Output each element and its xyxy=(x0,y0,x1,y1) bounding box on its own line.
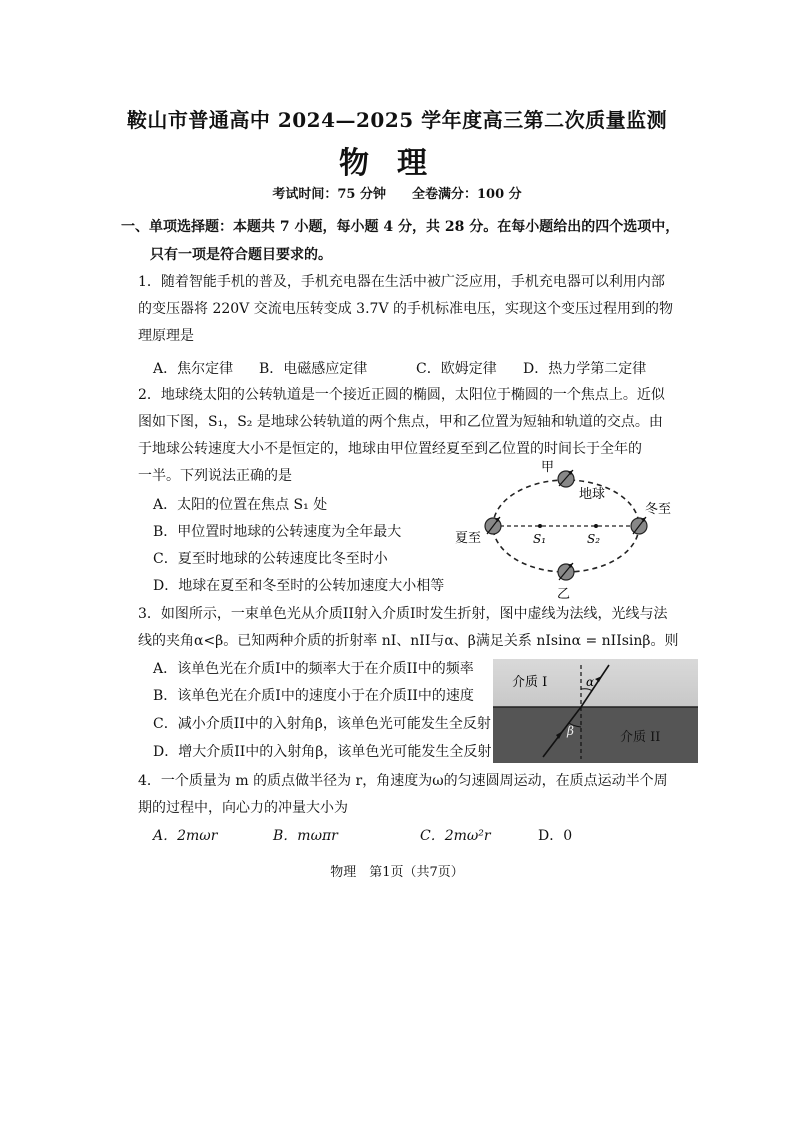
label-alpha: α xyxy=(586,675,595,689)
q4-option-b: B．mωπr xyxy=(273,828,338,844)
medium-2-region xyxy=(493,707,698,763)
label-s2: S₂ xyxy=(587,532,601,546)
q3-option-b: B．该单色光在介质I中的速度小于在介质II中的速度 xyxy=(153,688,474,704)
page-footer: 物理 第1页（共7页） xyxy=(330,865,464,880)
exam-info: 考试时间：75 分钟 全卷满分：100 分 xyxy=(272,187,522,202)
q1-option-c: C．欧姆定律 xyxy=(416,361,497,377)
section-heading-cont: 只有一项是符合题目要求的。 xyxy=(150,247,332,263)
q2-line: 2．地球绕太阳的公转轨道是一个接近正圆的椭圆，太阳位于椭圆的一个焦点上。近似 xyxy=(138,387,665,403)
label-summer: 夏至 xyxy=(455,531,482,546)
label-yi: 乙 xyxy=(557,587,571,602)
earth-jia-icon xyxy=(558,470,574,487)
focus-s2 xyxy=(594,524,598,528)
q2-line: 于地球公转速度大小不是恒定的，地球由甲位置经夏至到乙位置的时间长于全年的 xyxy=(138,441,642,457)
q2-line: 图如下图，S₁，S₂ 是地球公转轨道的两个焦点，甲和乙位置为短轴和轨道的交点。由 xyxy=(138,414,663,430)
q1-line: 的变压器将 220V 交流电压转变成 3.7V 的手机标准电压，实现这个变压过程用到的物 xyxy=(138,301,674,317)
q3-line: 3．如图所示，一束单色光从介质II射入介质I时发生折射，图中虚线为法线，光线与法 xyxy=(138,606,668,622)
q4-line: 期的过程中，向心力的冲量大小为 xyxy=(138,800,348,816)
q2-option-c: C．夏至时地球的公转速度比冬至时小 xyxy=(153,551,388,567)
q3-option-a: A．该单色光在介质I中的频率大于在介质II中的频率 xyxy=(153,661,474,677)
q4-option-d: D．0 xyxy=(538,828,573,844)
label-beta: β xyxy=(567,724,574,738)
orbit-diagram xyxy=(455,458,700,603)
subject-title: 物理 xyxy=(339,146,455,181)
q2-option-a: A．太阳的位置在焦点 S₁ 处 xyxy=(153,497,328,513)
q3-line: 线的夹角α<β。已知两种介质的折射率 nI、nII与α、β满足关系 nIsinα = nIIsinβ。则 xyxy=(138,633,679,649)
label-jia: 甲 xyxy=(541,460,555,475)
q3-option-c: C．减小介质II中的入射角β，该单色光可能发生全反射 xyxy=(153,716,491,732)
label-medium-2: 介质 II xyxy=(620,730,661,745)
q4-option-c: C．2mω²r xyxy=(420,828,491,844)
earth-winter-icon xyxy=(631,517,647,534)
q4-option-a: A．2mωr xyxy=(153,828,218,844)
label-winter: 冬至 xyxy=(645,502,672,517)
q4-line: 4．一个质量为 m 的质点做半径为 r，角速度为ω的匀速圆周运动，在质点运动半个周 xyxy=(138,773,668,789)
q2-option-d: D．地球在夏至和冬至时的公转加速度大小相等 xyxy=(153,578,445,594)
earth-summer-icon xyxy=(485,517,501,534)
earth-yi-icon xyxy=(558,563,574,580)
focus-s1 xyxy=(538,524,542,528)
label-medium-1: 介质 I xyxy=(512,675,548,690)
q1-line: 理原理是 xyxy=(138,328,194,344)
label-s1: S₁ xyxy=(533,532,547,546)
q1-option-d: D．热力学第二定律 xyxy=(523,361,647,377)
q2-line: 一半。下列说法正确的是 xyxy=(138,468,292,484)
section-heading: 一、单项选择题：本题共 7 小题，每小题 4 分，共 28 分。在每小题给出的四个选项中， xyxy=(121,219,680,235)
exam-title: 鞍山市普通高中 2024—2025 学年度高三第二次质量监测 xyxy=(126,108,668,132)
q1-option-a: A．焦尔定律 xyxy=(153,361,234,377)
q1-option-b: B．电磁感应定律 xyxy=(259,361,368,377)
refraction-diagram xyxy=(493,659,698,763)
q1-line: 1．随着智能手机的普及，手机充电器在生活中被广泛应用，手机充电器可以利用内部 xyxy=(138,274,665,290)
q3-option-d: D．增大介质II中的入射角β，该单色光可能发生全反射 xyxy=(153,744,492,760)
label-earth: 地球 xyxy=(579,487,606,502)
q2-option-b: B．甲位置时地球的公转速度为全年最大 xyxy=(153,524,402,540)
